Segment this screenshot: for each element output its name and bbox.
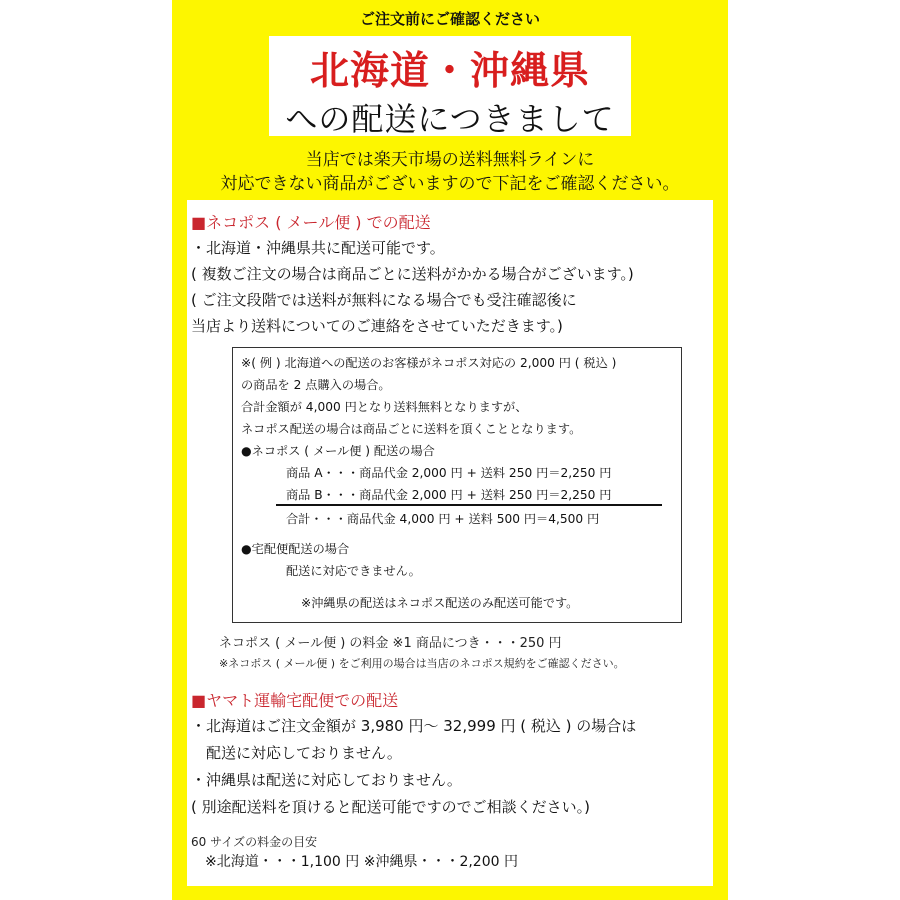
example-item-a: 商品 A・・・商品代金 2,000 円 + 送料 250 円＝2,250 円 — [286, 466, 612, 480]
example-line-3: 合計金額が 4,000 円となり送料無料となりますが、 — [241, 400, 528, 414]
takuhai-heading: ●宅配便配送の場合 — [241, 542, 350, 556]
takuhai-text: 配送に対応できません。 — [286, 564, 421, 578]
notice-text: ご注文前にご確認ください — [359, 10, 540, 28]
example-box — [232, 347, 682, 623]
intro-text — [172, 148, 728, 196]
size-prices: ※北海道・・・1,100 円 ※沖縄県・・・2,200 円 — [205, 854, 518, 870]
yamato-heading: ■ヤマト運輸宅配便での配送 — [191, 691, 399, 710]
yamato-line-2: 配送に対応しておりません。 — [191, 744, 402, 762]
notice-panel — [172, 0, 728, 900]
content-panel — [187, 200, 713, 886]
nekopos-heading: ■ネコポス ( メール便 ) での配送 — [191, 213, 431, 232]
title-box — [269, 36, 631, 136]
nekopos-line-3: ( ご注文段階では送料が無料になる場合でも受注確認後に — [191, 291, 577, 309]
nekopos-line-4: 当店より送料についてのご連絡をさせていただきます。) — [191, 317, 563, 335]
example-line-4: ネコポス配送の場合は商品ごとに送料を頂くこととなります。 — [241, 422, 582, 436]
nekopos-line-1: ・北海道・沖縄県共に配送可能です。 — [191, 239, 445, 257]
okinawa-note: ※沖縄県の配送はネコポス配送のみ配送可能です。 — [301, 596, 579, 610]
example-item-b: 商品 B・・・商品代金 2,000 円 + 送料 250 円＝2,250 円 — [286, 488, 612, 502]
example-line-2: の商品を 2 点購入の場合。 — [241, 378, 391, 392]
yamato-line-1: ・北海道はご注文金額が 3,980 円〜 32,999 円 ( 税込 ) の場合は — [191, 717, 637, 735]
nekopos-fee: ネコポス ( メール便 ) の料金 ※1 商品につき・・・250 円 — [219, 636, 562, 651]
size-heading: 60 サイズの料金の目安 — [191, 835, 318, 849]
nekopos-line-2: ( 複数ご注文の場合は商品ごとに送料がかかる場合がございます。) — [191, 265, 634, 283]
title-region: 北海道・沖縄県 — [309, 49, 590, 94]
sum-divider — [276, 504, 662, 506]
intro-line-1: 当店では楽天市場の送料無料ラインに — [305, 150, 595, 170]
yamato-line-3: ・沖縄県は配送に対応しておりません。 — [191, 771, 462, 789]
intro-line-2: 対応できない商品がございますので下記をご確認ください。 — [220, 174, 680, 194]
example-total: 合計・・・商品代金 4,000 円 + 送料 500 円＝4,500 円 — [286, 512, 600, 526]
title-subject: への配送につきまして — [285, 100, 615, 138]
yamato-line-4: ( 別途配送料を頂けると配送可能ですのでご相談ください。) — [191, 798, 590, 816]
example-line-1: ※( 例 ) 北海道への配送のお客様がネコポス対応の 2,000 円 ( 税込 ) — [241, 356, 617, 370]
nekopos-fee-note: ※ネコポス ( メール便 ) をご利用の場合は当店のネコポス規約をご確認ください。 — [219, 657, 625, 670]
example-nekopos-head: ●ネコポス ( メール便 ) 配送の場合 — [241, 444, 435, 458]
